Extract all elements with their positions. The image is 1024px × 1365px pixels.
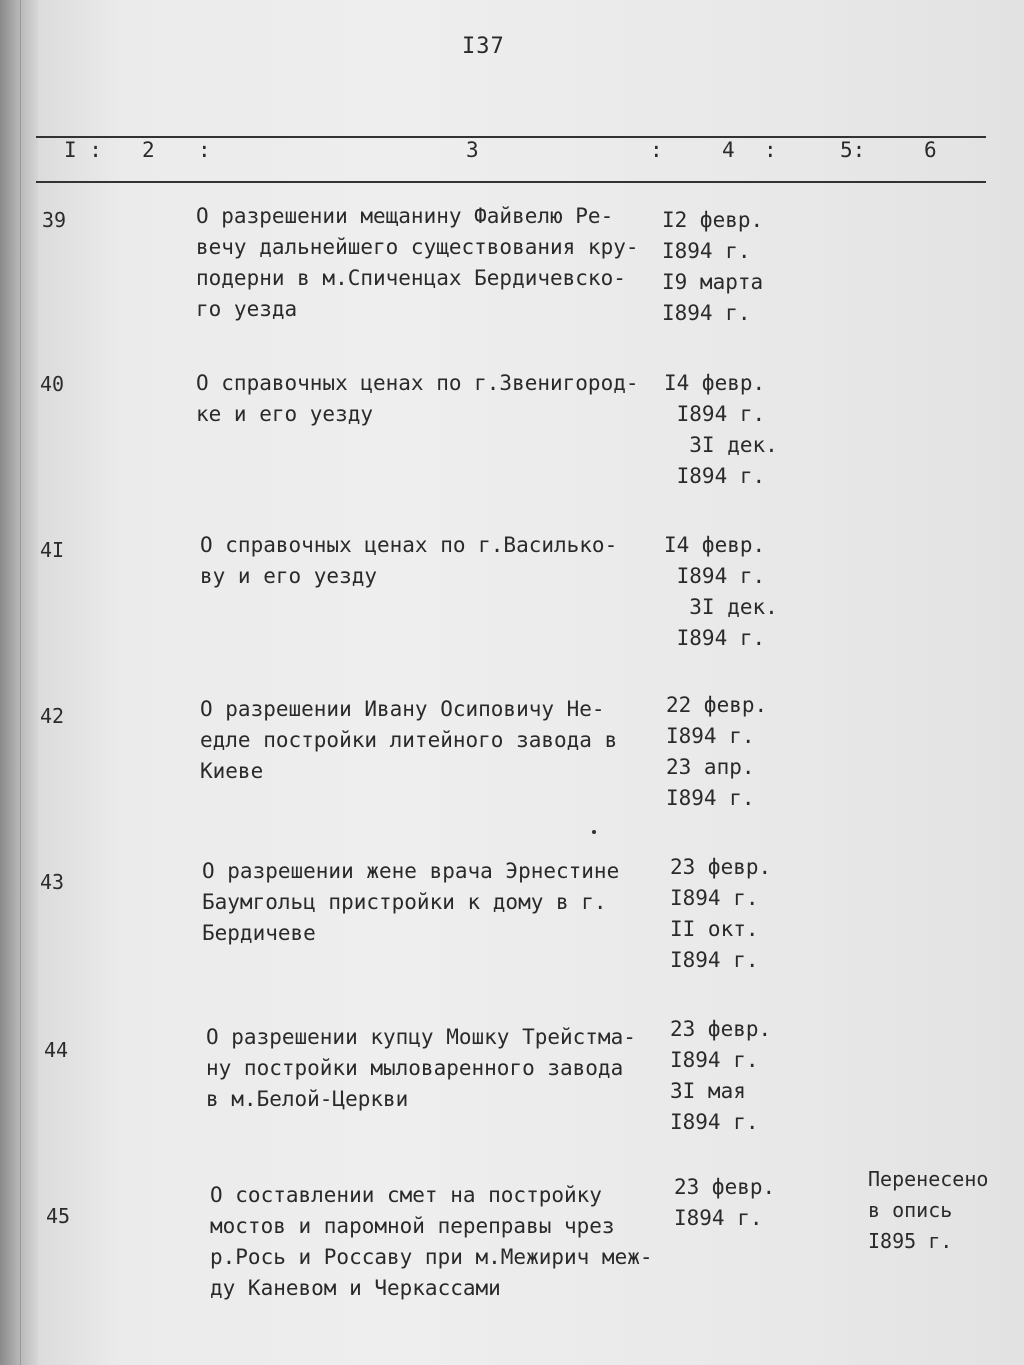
entry-title: О разрешении Ивану Осиповичу Не- едле постройки литейного завода в Киеве [200, 697, 618, 783]
header-rule-bottom [36, 181, 986, 183]
entry-title: О составлении смет на постройку мостов и паромной переправы чрез р.Рось и Россаву при м.Межирич меж- ду Каневом и Черкассами [210, 1183, 653, 1300]
entry-number: 43 [40, 870, 65, 894]
entry-dates: 23 февр. I894 г. 3I мая I894 г. [670, 1017, 772, 1134]
column-header-5: 5: [840, 138, 866, 162]
entry-title: О разрешении мещанину Файвелю Ре- вечу дальнейшего существования кру- подерни в м.Спиченцах Бердичевско- го уезда [196, 204, 639, 321]
entry-title: О справочных ценах по г.Звенигород- ке и его уезду [196, 371, 639, 426]
entry-number: 39 [42, 208, 67, 232]
entry-title: О разрешении жене врача Эрнестине Баумгольц пристройки к дому в г. Бердичеве [202, 859, 620, 945]
entry-number: 44 [44, 1038, 69, 1062]
column-header-2: 2 [142, 138, 155, 162]
page-number: I37 [462, 34, 505, 59]
entry-dates: 23 февр. I894 г. [674, 1175, 776, 1230]
entry-title: О разрешении купцу Мошку Трейстма- ну постройки мыловаренного завода в м.Белой-Церкви [206, 1025, 636, 1111]
column-header-separator: : [764, 138, 777, 162]
column-header-6: 6 [924, 138, 937, 162]
entry-number: 4I [40, 538, 65, 562]
entry-note: Перенесено в опись I895 г. [868, 1167, 989, 1253]
entry-title: О справочных ценах по г.Василько- ву и его уезду [200, 533, 618, 588]
column-header-separator: : [198, 138, 211, 162]
entry-number: 40 [40, 372, 65, 396]
entry-number: 45 [46, 1204, 71, 1228]
entry-dates: I4 февр. I894 г. 3I дек. I894 г. [664, 371, 778, 488]
entry-dates: 23 февр. I894 г. II окт. I894 г. [670, 855, 772, 972]
column-header-3: 3 [466, 138, 479, 162]
column-header-4: 4 [722, 138, 735, 162]
entry-dates: 22 февр. I894 г. 23 апр. I894 г. [666, 693, 768, 810]
column-header-1: I : [64, 138, 102, 162]
entry-number: 42 [40, 704, 65, 728]
page-binding-edge [0, 0, 38, 1365]
entry-dates: I4 февр. I894 г. 3I дек. I894 г. [664, 533, 778, 650]
entry-dates: I2 февр. I894 г. I9 марта I894 г. [662, 208, 764, 325]
column-header-separator: : [650, 138, 663, 162]
paper-speck [592, 830, 596, 834]
